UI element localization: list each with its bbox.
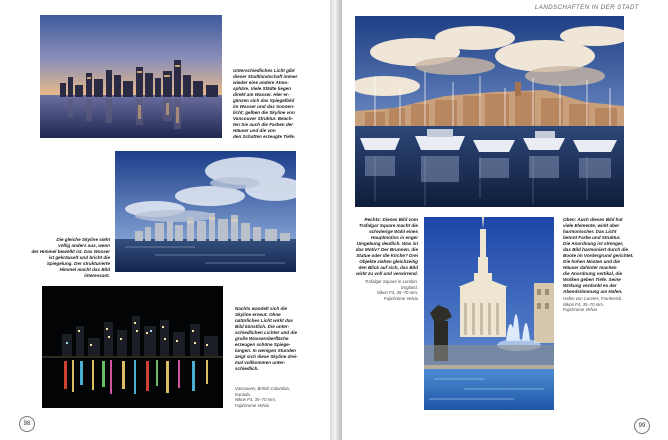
photo-vancouver-night: [42, 286, 223, 408]
caption-vancouver-clouds: Die gleiche Skyline sieht völlig anders aus, wenn der Himmel bewölkt ist. Das Wasser ist gekräuselt und bricht die Spiegelung. Der strukturierte Himmel macht das Bild interessant.: [31, 237, 110, 278]
caption-vancouver-sunset: Unterschiedliches Licht gibt dieser Stadtlandschaft immer wieder eine andere Atmo- sphäre. Viele Städte liegen direkt am Wasser. Hier er- gänzen sich das Spiegelbild im Wasser und das Sonnen- licht; gelben die Skyline von Vancouver Struktur. Beach- ten Sie auch die Farben der Häuser und die von den Schatten erzeugte Tiefe.: [233, 68, 298, 139]
left-page: [0, 0, 330, 440]
photo-credit-vancouver: Vancouver, British Columbia, Kanada. Nikon F4, 35–70 mm, Fujichrome Velvia: [235, 386, 291, 408]
photo-vancouver-sunset: [40, 15, 222, 138]
caption-trafalgar: Rechts: Dieses Bild vom Trafalgar Square macht die schwierige Wahl eines Hauptmotivs in enger Umgebung deutlich. Was ist das Motiv? Der Brunnen, die Statue oder die Kirche? Drei Objekte ziehen gleichzeitig den Blick auf sich, das Bild wirkt zu voll und verwirrend.: [355, 217, 418, 276]
caption-cannes: Oben: Auch dieses Bild hat viele Elemente, wirkt aber harmonischer. Das Licht betont Farbe und Struktur. Die Anordnung ist strenger, das Bild harmoniert durch die Boote im Vordergrund gerichtet. Die hohen Masten und die Häuser dahinter machen die Anordnung vertikal, die Wolken geben Tiefe. Seine Wirkung verdankt es der Abendstimmung am Hafen.: [563, 217, 634, 294]
caption-vancouver-night: Nachts wandelt sich die Skyline erneut. Ohne natürliches Licht wirkt das Bild künstlich. Die unter- schiedlichen Lichter und die große Wasseroberfläche erzeugen schöne Spiege- lungen. In wenigen Stunden zeigt sich diese Skyline drei- mal vollkommen unter- schiedlich.: [235, 306, 298, 371]
photo-vancouver-clouds: [115, 151, 296, 272]
photo-cannes-harbour: [355, 16, 624, 207]
photo-credit-cannes: Hafen von Cannes, Frankreich. Nikon F4, 35–70 mm, Fujichrome Velvia: [563, 296, 623, 312]
photo-trafalgar-square: [424, 217, 554, 410]
running-head: LANDSCHAFTEN IN DER STADT: [534, 4, 639, 11]
page-number-right: 99: [634, 418, 650, 434]
page-number-left: 98: [19, 416, 35, 432]
photo-credit-trafalgar: Trafalgar Square in London, England. Nikon F4, 35–70 mm, Fujichrome Velvia: [364, 279, 418, 301]
